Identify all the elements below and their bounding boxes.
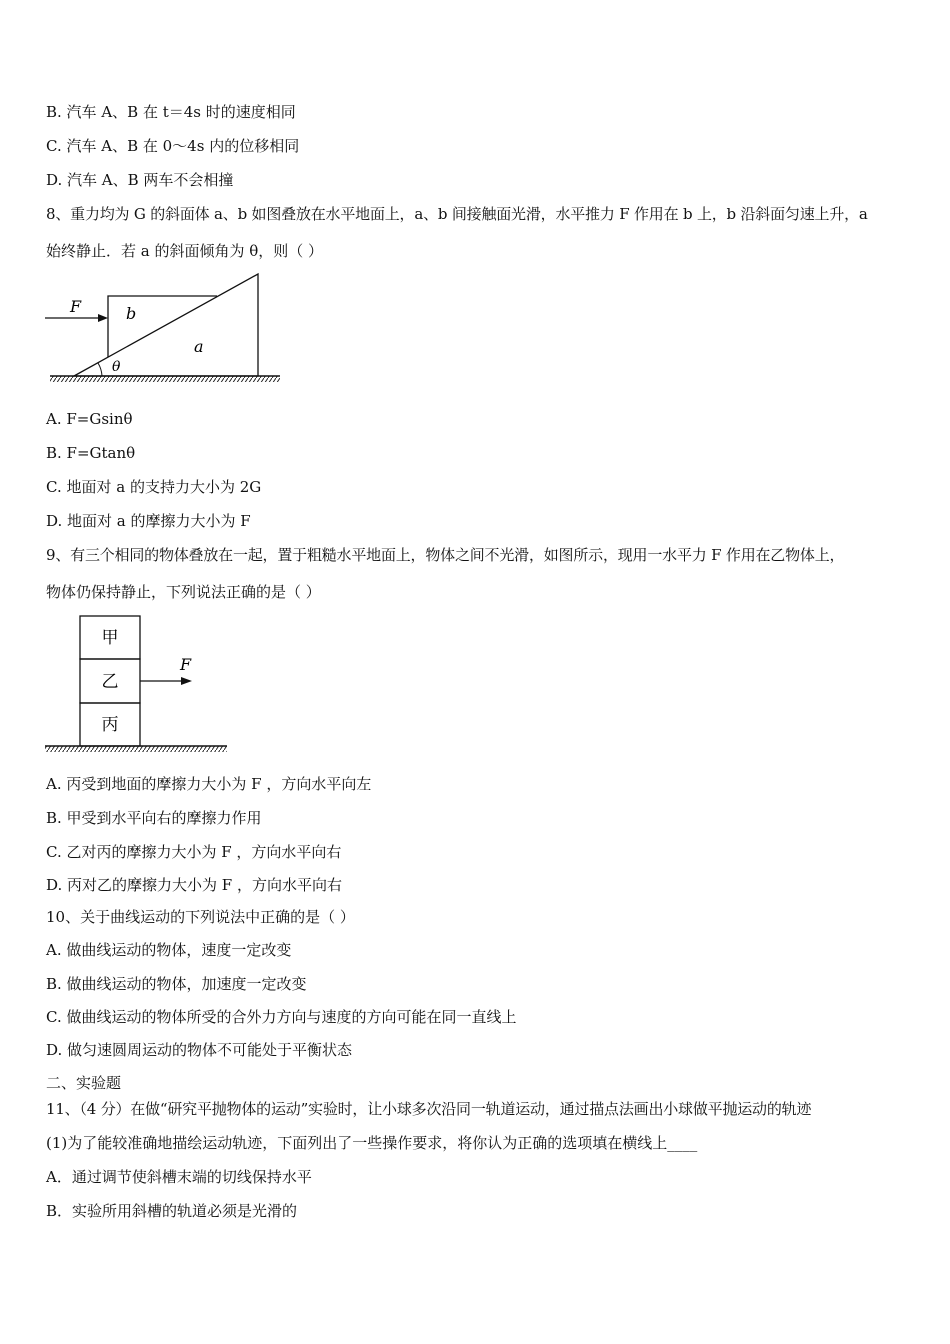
force-label: F (70, 297, 82, 316)
q11-part1: (1)为了能较准确地描绘运动轨迹，下面列出了一些操作要求，将你认为正确的选项填在横线上____ (46, 1134, 698, 1152)
q9-stem-line1: 9、有三个相同的物体叠放在一起，置于粗糙水平地面上，物体之间不光滑，如图所示，现用一水平力 F 作用在乙物体上， (46, 546, 845, 564)
angle-label: θ (112, 359, 121, 375)
block-jia-label: 甲 (101, 628, 119, 648)
q7-option-d: D. 汽车 A、B 两车不会相撞 (46, 171, 234, 189)
q10-option-b: B. 做曲线运动的物体，加速度一定改变 (46, 975, 307, 993)
q9-option-c: C. 乙对丙的摩擦力大小为 F ，方向水平向右 (46, 843, 342, 861)
block-yi-label: 乙 (101, 672, 119, 692)
q8-option-c: C. 地面对 a 的支持力大小为 2G (46, 478, 262, 496)
block-b-label: b (126, 304, 137, 323)
q8-option-d: D. 地面对 a 的摩擦力大小为 F (46, 512, 251, 530)
q11-option-a: A．通过调节使斜槽末端的切线保持水平 (46, 1168, 312, 1186)
q8-incline-figure (40, 270, 290, 388)
q7-option-b: B. 汽车 A、B 在 t＝4s 时的速度相同 (46, 103, 296, 121)
block-a-label: a (194, 337, 204, 356)
force-arrowhead (181, 677, 192, 685)
angle-arc (98, 363, 102, 376)
ground-hatching (50, 376, 280, 382)
section-heading: 二、实验题 (46, 1074, 122, 1092)
q9-option-b: B. 甲受到水平向右的摩擦力作用 (46, 809, 262, 827)
q9-stem-line2: 物体仍保持静止，下列说法正确的是（ ） (46, 583, 321, 601)
block-bing-label: 丙 (101, 715, 119, 735)
q9-stacked-blocks-figure (40, 612, 240, 757)
q7-option-c: C. 汽车 A、B 在 0～4s 内的位移相同 (46, 137, 300, 155)
q10-option-d: D. 做匀速圆周运动的物体不可能处于平衡状态 (46, 1041, 353, 1059)
q10-stem: 10、关于曲线运动的下列说法中正确的是（ ） (46, 908, 355, 926)
q9-option-a: A. 丙受到地面的摩擦力大小为 F ，方向水平向左 (46, 775, 372, 793)
q11-stem: 11、（4 分）在做“研究平抛物体的运动”实验时，让小球多次沿同一轨道运动，通过描点法画出小球做平抛运动的轨迹 (46, 1100, 812, 1118)
force-arrowhead (98, 314, 108, 322)
q8-option-a: A. F=Gsinθ (46, 410, 133, 428)
q8-stem-line1: 8、重力均为 G 的斜面体 a、b 如图叠放在水平地面上，a、b 间接触面光滑，水平推力 F 作用在 b 上，b 沿斜面匀速上升，a (46, 205, 868, 223)
incline-a (74, 274, 258, 376)
q8-stem-line2: 始终静止．若 a 的斜面倾角为 θ，则（ ） (46, 242, 324, 260)
q11-option-b: B．实验所用斜槽的轨道必须是光滑的 (46, 1202, 298, 1220)
q10-option-a: A. 做曲线运动的物体，速度一定改变 (46, 941, 292, 959)
q10-option-c: C. 做曲线运动的物体所受的合外力方向与速度的方向可能在同一直线上 (46, 1008, 517, 1026)
force-label: F (180, 655, 192, 674)
ground-hatching (45, 746, 227, 752)
q9-option-d: D. 丙对乙的摩擦力大小为 F ，方向水平向右 (46, 876, 342, 894)
q8-option-b: B. F=Gtanθ (46, 444, 136, 462)
